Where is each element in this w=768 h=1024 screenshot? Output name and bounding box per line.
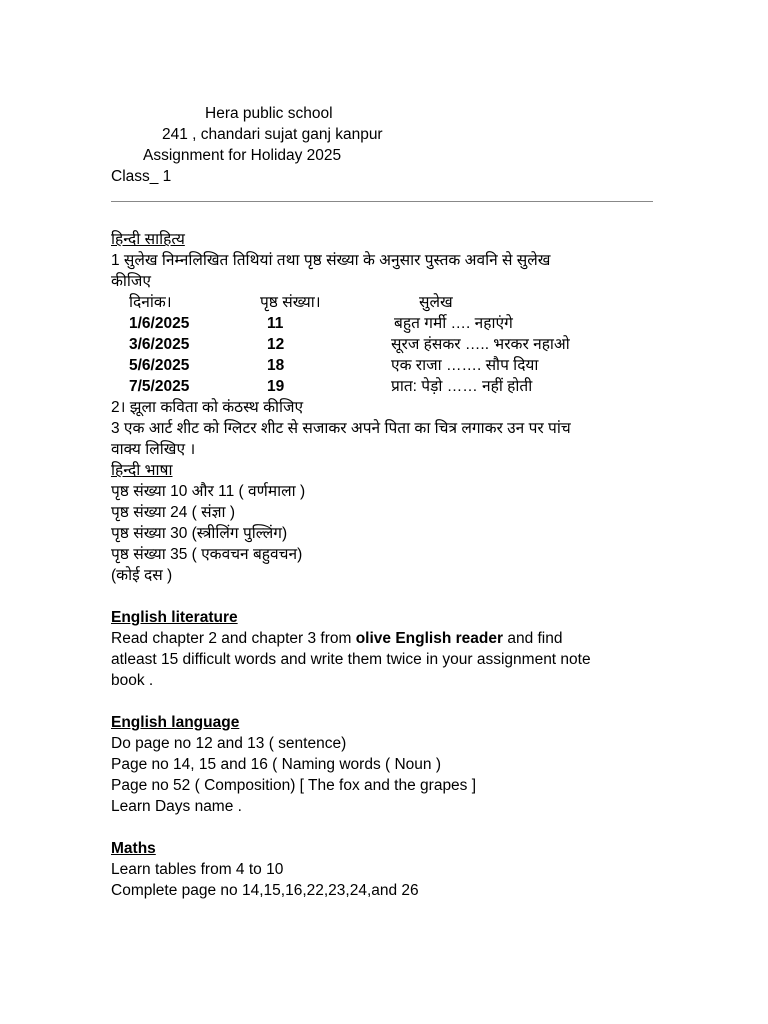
english-language-item: Learn Days name . — [111, 798, 242, 815]
english-language-item: Page no 52 ( Composition) [ The fox and the grapes ] — [111, 777, 477, 794]
english-literature-line3: book . — [111, 672, 154, 689]
book-title: olive English reader — [355, 630, 504, 647]
row-3-page: 18 — [267, 357, 285, 374]
row-2-page: 12 — [267, 336, 285, 353]
maths-heading: Maths — [111, 840, 156, 857]
maths-item: Learn tables from 4 to 10 — [111, 861, 284, 878]
row-3-date: 5/6/2025 — [129, 357, 190, 374]
row-1-text: बहुत गर्मी …. नहाएंगे — [394, 315, 513, 332]
row-4-date: 7/5/2025 — [129, 378, 190, 395]
hindi-language-item: पृष्ठ संख्या 35 ( एकवचन बहुवचन) — [111, 546, 303, 563]
hindi-q3-line1: 3 एक आर्ट शीट को ग्लिटर शीट से सजाकर अपने पिता का चित्र लगाकर उन पर पांच — [111, 420, 571, 437]
horizontal-divider — [111, 201, 653, 202]
hindi-language-heading: हिन्दी भाषा — [111, 462, 173, 479]
row-2-text: सूरज हंसकर ….. भरकर नहाओ — [391, 336, 570, 353]
english-language-item: Do page no 12 and 13 ( sentence) — [111, 735, 347, 752]
hindi-language-item: पृष्ठ संख्या 24 ( संज्ञा ) — [111, 504, 236, 521]
table-header-date: दिनांक। — [129, 294, 172, 311]
hindi-literature-heading: हिन्दी साहित्य — [111, 231, 185, 248]
assignment-title: Assignment for Holiday 2025 — [143, 147, 342, 164]
hindi-q3-line2: वाक्य लिखिए । — [111, 441, 196, 458]
hindi-q2: 2। झूला कविता को कंठस्थ कीजिए — [111, 399, 304, 416]
english-literature-line1-pre: Read chapter 2 and chapter 3 from — [111, 630, 356, 647]
hindi-language-item: पृष्ठ संख्या 10 और 11 ( वर्णमाला ) — [111, 483, 306, 500]
english-language-heading: English language — [111, 714, 240, 731]
english-language-item: Page no 14, 15 and 16 ( Naming words ( Noun ) — [111, 756, 441, 773]
hindi-language-item: पृष्ठ संख्या 30 (स्त्रीलिंग पुल्लिंग) — [111, 525, 288, 542]
maths-item: Complete page no 14,15,16,22,23,24,and 26 — [111, 882, 419, 899]
english-literature-line2: atleast 15 difficult words and write them twice in your assignment note — [111, 651, 591, 668]
table-header-text: सुलेख — [419, 294, 453, 311]
row-1-date: 1/6/2025 — [129, 315, 190, 332]
class-label: Class_ 1 — [111, 168, 172, 185]
english-literature-line1 — [111, 628, 562, 649]
row-2-date: 3/6/2025 — [129, 336, 190, 353]
table-header-page: पृष्ठ संख्या। — [260, 294, 321, 311]
english-literature-line1-post: and find — [503, 630, 563, 647]
hindi-language-item: (कोई दस ) — [111, 567, 173, 584]
hindi-q1-line1: 1 सुलेख निम्नलिखित तिथियां तथा पृष्ठ संख्या के अनुसार पुस्तक अवनि से सुलेख — [111, 252, 551, 269]
school-name: Hera public school — [205, 105, 333, 122]
row-4-page: 19 — [267, 378, 285, 395]
school-address: 241 , chandari sujat ganj kanpur — [162, 126, 383, 143]
english-literature-heading: English literature — [111, 609, 238, 626]
row-1-page: 11 — [267, 315, 284, 332]
row-4-text: प्रात: पेड़ो …… नहीं होती — [391, 378, 533, 395]
row-3-text: एक राजा ……. सौप दिया — [391, 357, 539, 374]
hindi-q1-line2: कीजिए — [111, 273, 152, 290]
